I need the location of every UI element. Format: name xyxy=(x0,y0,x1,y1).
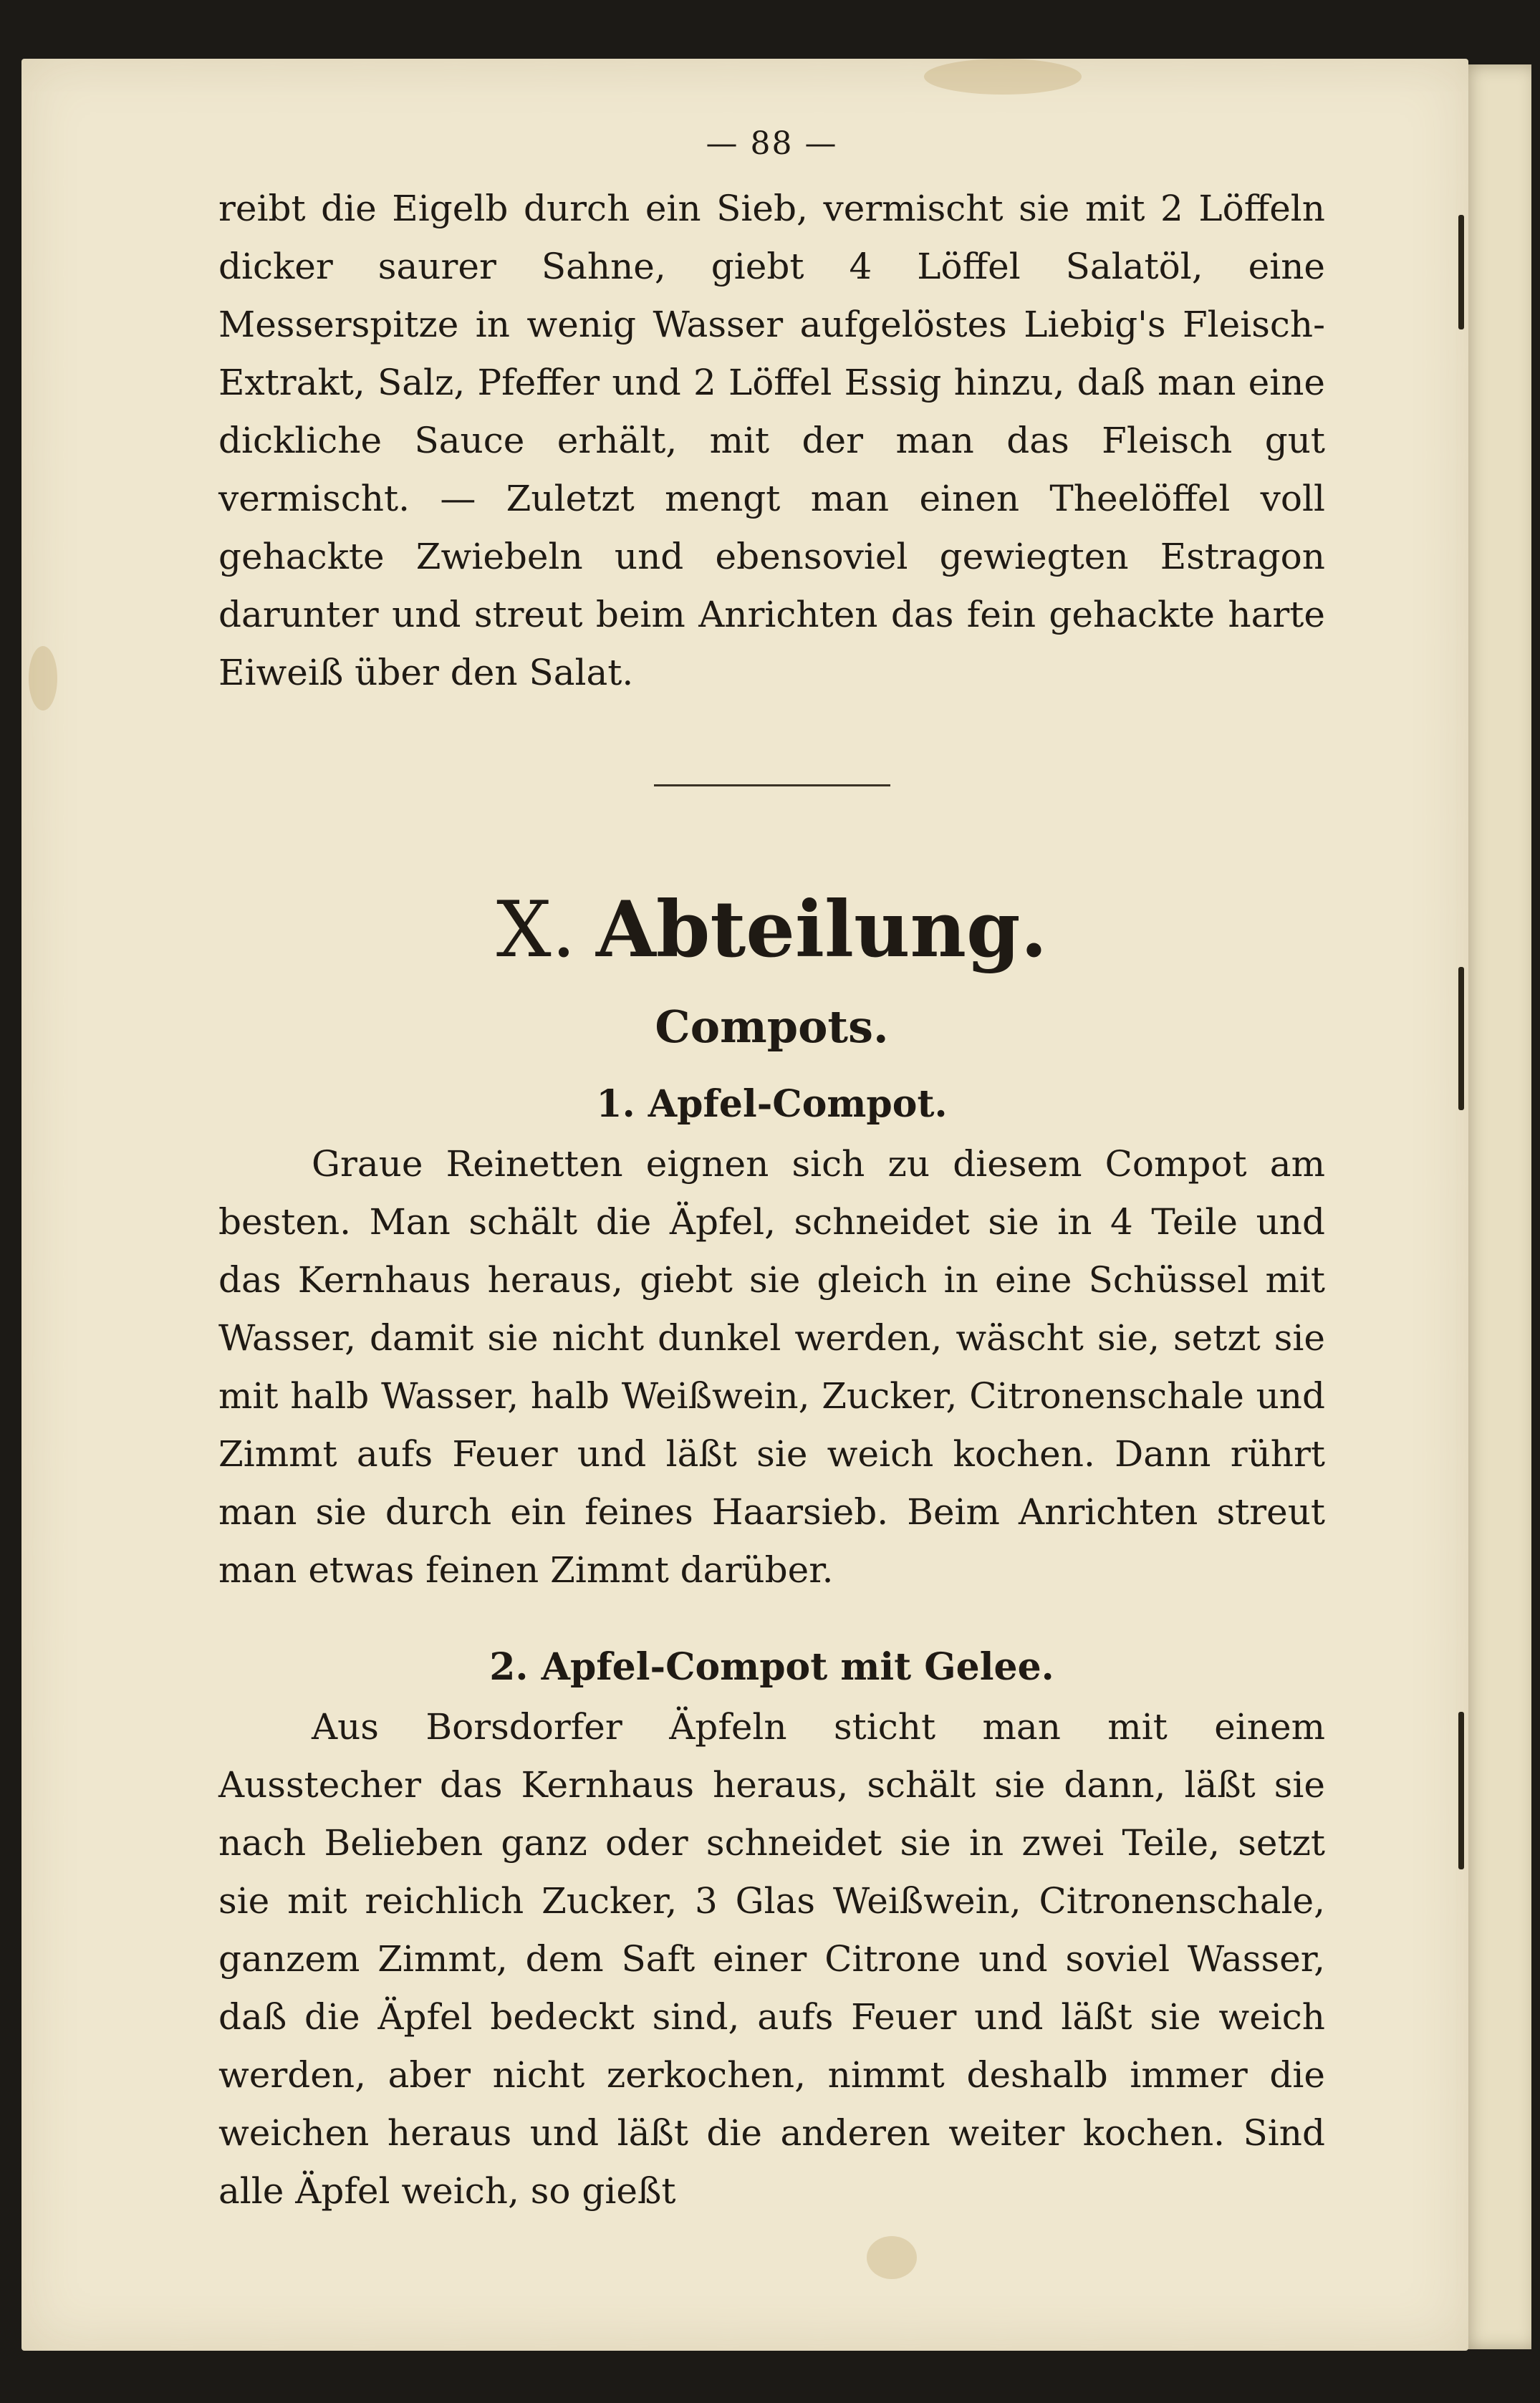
section-number: X. xyxy=(496,885,577,975)
recipe-text: Aus Borsdorfer Äpfeln sticht man mit einem Ausstecher das Kernhaus heraus, schält sie dann, läßt sie nach Belieben ganz oder schneidet sie in zwei Teile, setzt sie mit reichlich Zucker, 3 Glas Weißwein, Citronenschale, ganzem Zimmt, dem Saft einer Citrone und soviel Wasser, daß die Äpfel bedeckt sind, aufs Feuer und läßt sie weich werden, aber nicht zerkochen, nimmt deshalb immer die weichen heraus und läßt die anderen weiter kochen. Sind alle Äpfel weich, so gießt xyxy=(218,1706,1325,2212)
recipe-text: Graue Reinetten eignen sich zu diesem Compot am besten. Man schält die Äpfel, schneidet sie in 4 Teile und das Kernhaus heraus, giebt sie gleich in eine Schüssel mit Wasser, damit sie nicht dunkel werden, wäscht sie, setzt sie mit halb Wasser, halb Weißwein, Zucker, Citronenschale und Zimmt aufs Feuer und läßt sie weich kochen. Dann rührt man sie durch ein feines Haarsieb. Beim Anrichten streut man etwas feinen Zimmt darüber. xyxy=(218,1143,1325,1591)
page-content xyxy=(218,125,1325,2220)
recipe-title: 1. Apfel-Compot. xyxy=(596,1082,948,1126)
binding-thread xyxy=(1458,967,1464,1110)
section-title: Abteilung. xyxy=(596,885,1048,975)
page-number: — 88 — xyxy=(706,125,838,162)
section-divider xyxy=(654,784,890,786)
intro-paragraph: reibt die Eigelb durch ein Sieb, vermischt sie mit 2 Löffeln dicker saurer Sahne, giebt 4 Löffel Salatöl, eine Messerspitze in wenig Wasser aufgelöstes Liebig's Fleisch-Extrakt, Salz, Pfeffer und 2 Löffel Essig hinzu, daß man eine dickliche Sauce erhält, mit der man das Fleisch gut vermischt. — Zuletzt mengt man einen Theelöffel voll gehackte Zwiebeln und ebensoviel gewiegten Estragon darunter und streut beim Anrichten das fein gehackte harte Eiweiß über den Salat. xyxy=(218,188,1325,693)
recipe-title: 2. Apfel-Compot mit Gelee. xyxy=(489,1645,1054,1689)
section-heading xyxy=(218,887,1325,973)
binding-thread xyxy=(1458,215,1464,329)
section-subtitle: Compots. xyxy=(655,1001,889,1053)
binding-thread xyxy=(1458,1712,1464,1869)
adjacent-page-edge xyxy=(1461,64,1531,2349)
